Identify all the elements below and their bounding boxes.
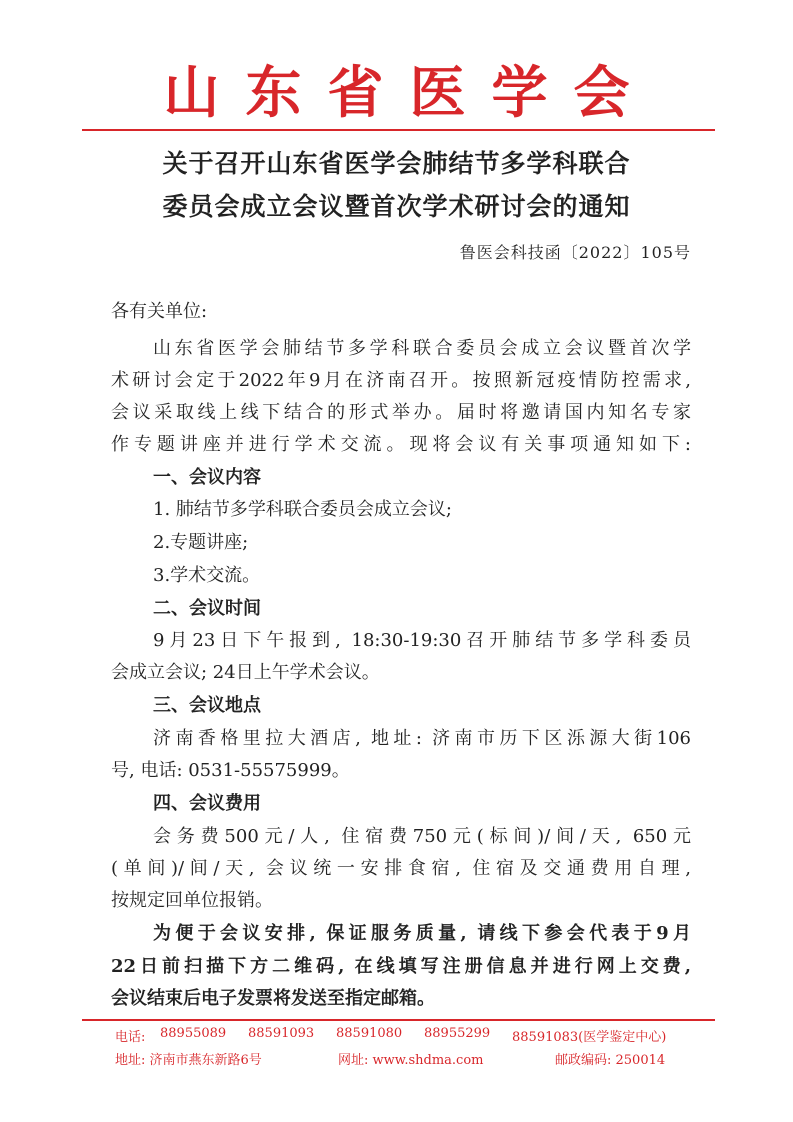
section-heading-location: 三、会议地点 <box>153 695 261 716</box>
fees-line: 会务费500元/人, 住宿费750元(标间)/间/天, 650元 <box>153 826 691 847</box>
salutation: 各有关单位: <box>111 301 208 322</box>
footer-phone: 88591093 <box>248 1026 315 1041</box>
letterhead-divider <box>82 129 715 131</box>
time-line: 9月23日下午报到, 18:30-19:30召开肺结节多学科委员 <box>153 630 691 651</box>
document-title-line-1: 关于召开山东省医学会肺结节多学科联合 <box>162 149 631 178</box>
location-line: 济南香格里拉大酒店, 地址: 济南市历下区泺源大街106 <box>153 728 691 749</box>
notice-line: 会议结束后电子发票将发送至指定邮箱。 <box>111 988 435 1009</box>
footer-address: 地址: 济南市燕东新路6号 <box>115 1053 262 1068</box>
location-line: 号, 电话: 0531-55575999。 <box>111 760 350 781</box>
footer-postcode: 邮政编码: 250014 <box>555 1053 666 1068</box>
intro-line: 作专题讲座并进行学术交流。现将会议有关事项通知如下: <box>111 434 691 455</box>
fees-line: (单间)/间/天, 会议统一安排食宿, 住宿及交通费用自理, <box>111 858 691 879</box>
list-item: 1. 肺结节多学科联合委员会成立会议; <box>153 499 452 520</box>
document-title-line-2: 委员会成立会议暨首次学术研讨会的通知 <box>162 192 631 221</box>
footer-phone-label: 电话: <box>115 1030 146 1045</box>
list-item: 2.专题讲座; <box>153 532 249 553</box>
footer-phone: 88955299 <box>424 1026 491 1041</box>
footer-website: 网址: www.shdma.com <box>338 1053 484 1068</box>
section-heading-content: 一、会议内容 <box>153 467 261 488</box>
footer-phone: 88591080 <box>336 1026 403 1041</box>
intro-line: 术研讨会定于2022年9月在济南召开。按照新冠疫情防控需求, <box>111 370 691 391</box>
time-line: 会成立会议; 24日上午学术会议。 <box>111 662 380 683</box>
letterhead-org-name: 山东省医学会 <box>163 60 656 126</box>
section-heading-time: 二、会议时间 <box>153 598 261 619</box>
footer-phone: 88955089 <box>160 1026 227 1041</box>
list-item: 3.学术交流。 <box>153 565 261 586</box>
intro-line: 会议采取线上线下结合的形式举办。届时将邀请国内知名专家 <box>111 402 691 423</box>
fees-line: 按规定回单位报销。 <box>111 890 273 911</box>
footer-divider <box>82 1019 715 1021</box>
notice-line: 为便于会议安排, 保证服务质量, 请线下参会代表于9月 <box>153 923 691 944</box>
footer-phone: 88591083(医学鉴定中心) <box>512 1030 667 1045</box>
document-number: 鲁医会科技函〔2022〕105号 <box>459 243 691 262</box>
intro-line: 山东省医学会肺结节多学科联合委员会成立会议暨首次学 <box>153 338 691 359</box>
section-heading-fees: 四、会议费用 <box>153 793 261 814</box>
notice-line: 22日前扫描下方二维码, 在线填写注册信息并进行网上交费, <box>111 956 691 977</box>
